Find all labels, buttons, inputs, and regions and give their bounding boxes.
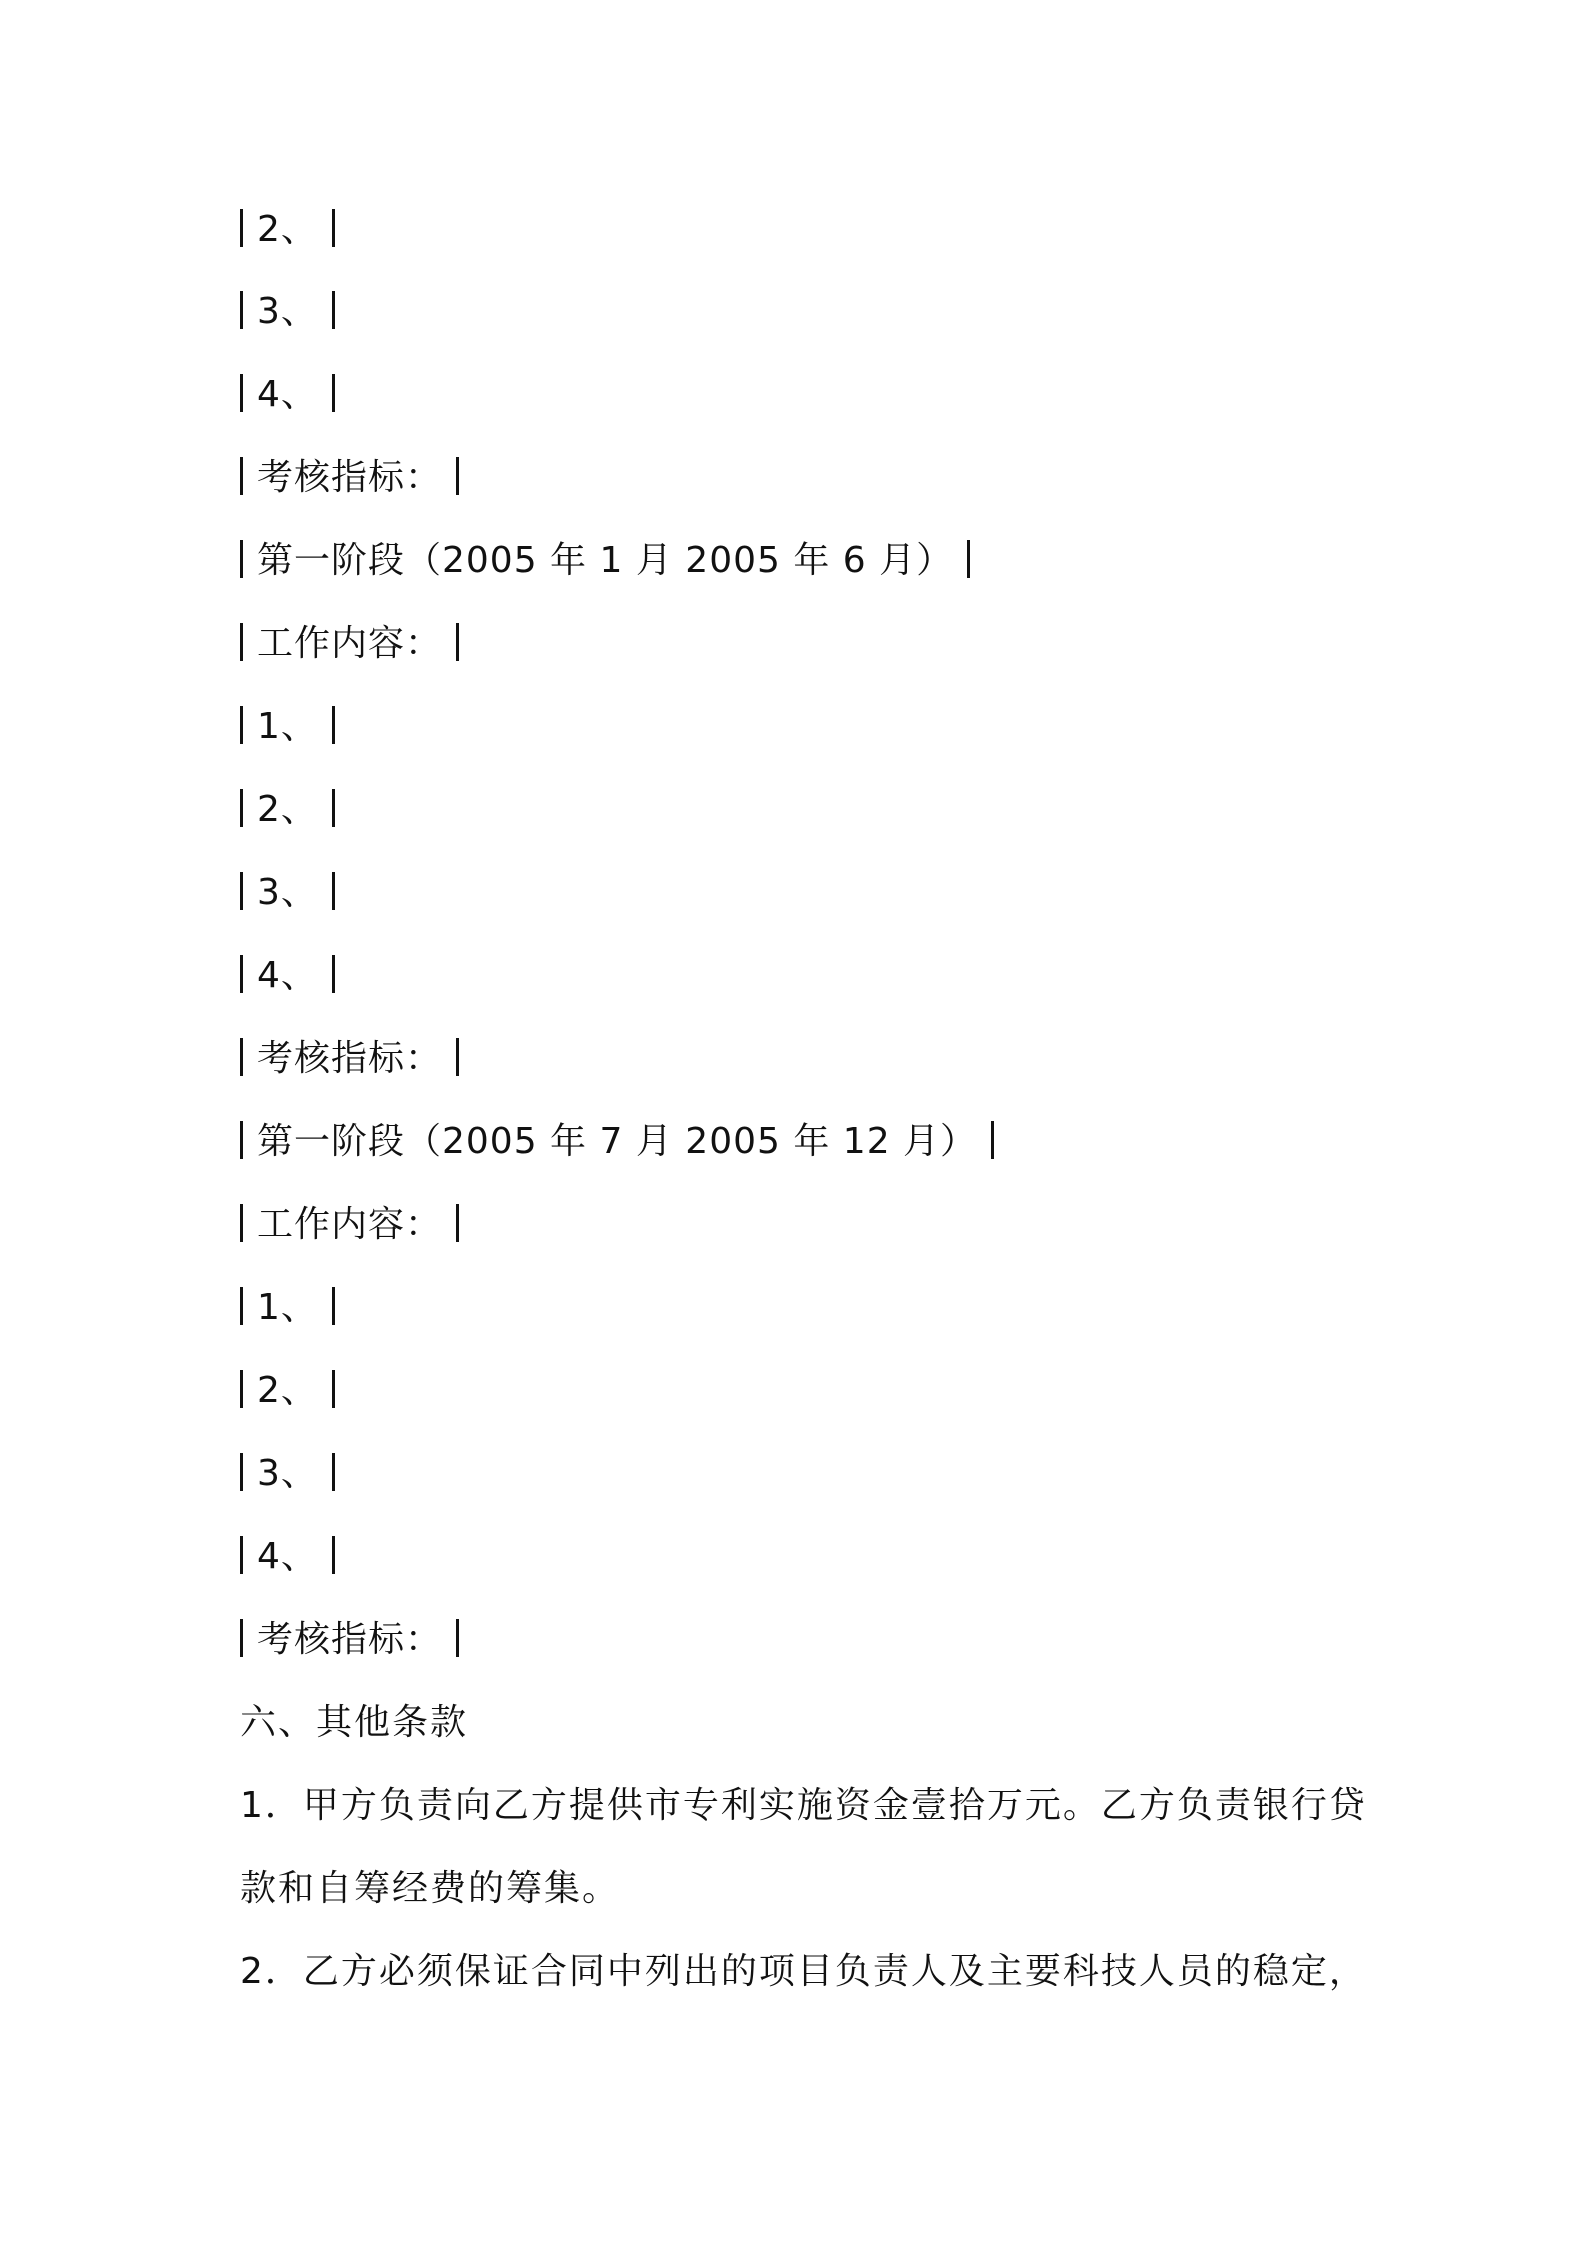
cell-border [456,1619,459,1657]
table-row [240,1035,459,1083]
cell-border [240,955,243,993]
row-text: 第一阶段（2005 年 7 月 2005 年 12 月） [257,1121,978,1162]
cell-border [240,291,243,329]
table-row [240,288,335,336]
table-row [240,1118,994,1166]
cell-border [240,1038,243,1076]
cell-border [332,706,335,744]
row-text: 考核指标： [257,1038,443,1079]
row-text: 考核指标： [257,1619,443,1660]
cell-border [240,1536,243,1574]
table-row [240,1616,459,1664]
section-heading: 六、其他条款 [240,1702,469,1743]
table-row [240,1284,335,1332]
cell-border [240,706,243,744]
cell-border [240,457,243,495]
cell-border [240,209,243,247]
table-row [240,371,335,419]
row-text: 1、 [257,1287,318,1328]
cell-border [240,540,243,578]
cell-border [240,789,243,827]
cell-border [332,209,335,247]
table-row [240,952,335,1000]
cell-border [991,1121,994,1159]
row-text: 考核指标： [257,457,443,498]
cell-border [240,872,243,910]
cell-border [332,374,335,412]
cell-border [240,1204,243,1242]
cell-border [332,872,335,910]
cell-border [332,1453,335,1491]
row-text: 工作内容： [257,1204,443,1245]
row-text: 2、 [257,1370,318,1411]
paragraph-1-line-2: 款和自筹经费的筹集。 [240,1868,621,1909]
row-text: 4、 [257,1536,318,1577]
cell-border [240,1287,243,1325]
cell-border [240,374,243,412]
table-row [240,206,335,254]
table-row [240,1450,335,1498]
table-row [240,786,335,834]
cell-border [240,623,243,661]
cell-border [456,457,459,495]
row-text: 3、 [257,872,318,913]
row-text: 3、 [257,1453,318,1494]
row-text: 4、 [257,374,318,415]
cell-border [456,1038,459,1076]
table-row [240,1201,459,1249]
row-text: 1、 [257,706,318,747]
table-row [240,454,459,502]
table-row [240,1533,335,1581]
cell-border [332,955,335,993]
table-row [240,703,335,751]
cell-border [332,1536,335,1574]
table-row [240,1367,335,1415]
row-text: 3、 [257,291,318,332]
row-text: 工作内容： [257,623,443,664]
cell-border [456,623,459,661]
table-row [240,869,335,917]
cell-border [332,1287,335,1325]
cell-border [332,789,335,827]
row-text: 2、 [257,209,318,250]
cell-border [456,1204,459,1242]
table-row [240,620,459,668]
paragraph-1-line-1: 1．甲方负责向乙方提供市专利实施资金壹拾万元。乙方负责银行贷 [240,1785,1367,1826]
cell-border [967,540,970,578]
row-text: 第一阶段（2005 年 1 月 2005 年 6 月） [257,540,954,581]
cell-border [332,291,335,329]
cell-border [332,1370,335,1408]
cell-border [240,1370,243,1408]
cell-border [240,1453,243,1491]
cell-border [240,1121,243,1159]
table-row [240,537,970,585]
row-text: 2、 [257,789,318,830]
paragraph-2-line-1: 2．乙方必须保证合同中列出的项目负责人及主要科技人员的稳定， [240,1951,1367,1992]
cell-border [240,1619,243,1657]
row-text: 4、 [257,955,318,996]
